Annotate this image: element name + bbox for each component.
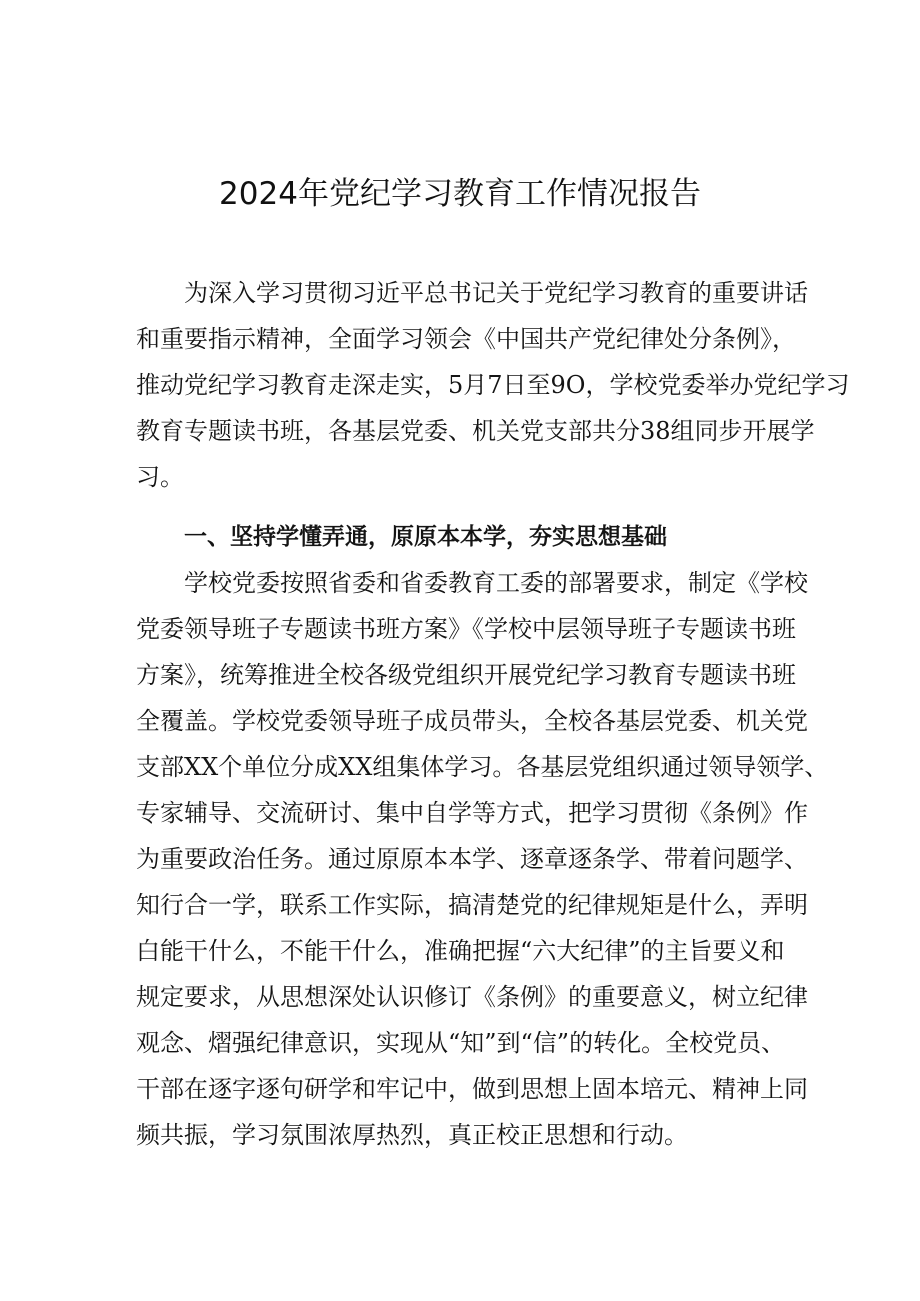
section-line: 干部在逐字逐句研学和牢记中，做到思想上固本培元、精神上同 (136, 1075, 808, 1103)
intro-line: 习。 (136, 463, 184, 491)
section-line: 支部XX个单位分成XX组集体学习。各基层党组织通过领导领学、 (136, 753, 829, 781)
intro-line: 推动党纪学习教育走深走实，5月7日至9O，学校党委举办党纪学习 (136, 371, 850, 399)
section-line: 专家辅导、交流研讨、集中自学等方式，把学习贯彻《条例》作 (136, 799, 808, 827)
section-line: 观念、熠强纪律意识，实现从“知”到“信”的转化。全校党员、 (136, 1029, 786, 1057)
intro-line: 和重要指示精神，全面学习领会《中国共产党纪律处分条例》， (136, 325, 796, 353)
section-line: 方案》，统筹推进全校各级党组织开展党纪学习教育专题读书班 (136, 661, 796, 689)
section-heading: 一、坚持学懂弄通，原原本本学，夯实思想基础 (184, 524, 667, 550)
section-line: 规定要求，从思想深处认识修订《条例》的重要意义，树立纪律 (136, 983, 808, 1011)
intro-line: 教育专题读书班，各基层党委、机关党支部共分38组同步开展学 (136, 417, 815, 445)
section-line: 党委领导班子专题读书班方案》《学校中层领导班子专题读书班 (136, 615, 796, 643)
section-line: 知行合一学，联系工作实际，搞清楚党的纪律规矩是什么，弄明 (136, 891, 808, 919)
intro-line: 为深入学习贯彻习近平总书记关于党纪学习教育的重要讲话 (184, 279, 808, 307)
section-line: 为重要政治任务。通过原原本本学、逐章逐条学、带着问题学、 (136, 845, 808, 873)
section-line: 频共振，学习氛围浓厚热烈，真正校正思想和行动。 (136, 1121, 688, 1149)
section-line: 全覆盖。学校党委领导班子成员带头，全校各基层党委、机关党 (136, 707, 808, 735)
section-line: 白能干什么，不能干什么，准确把握“六大纪律”的主旨要义和 (136, 937, 785, 965)
document-title: 2024年党纪学习教育工作情况报告 (219, 176, 701, 212)
section-line: 学校党委按照省委和省委教育工委的部署要求，制定《学校 (184, 569, 808, 597)
